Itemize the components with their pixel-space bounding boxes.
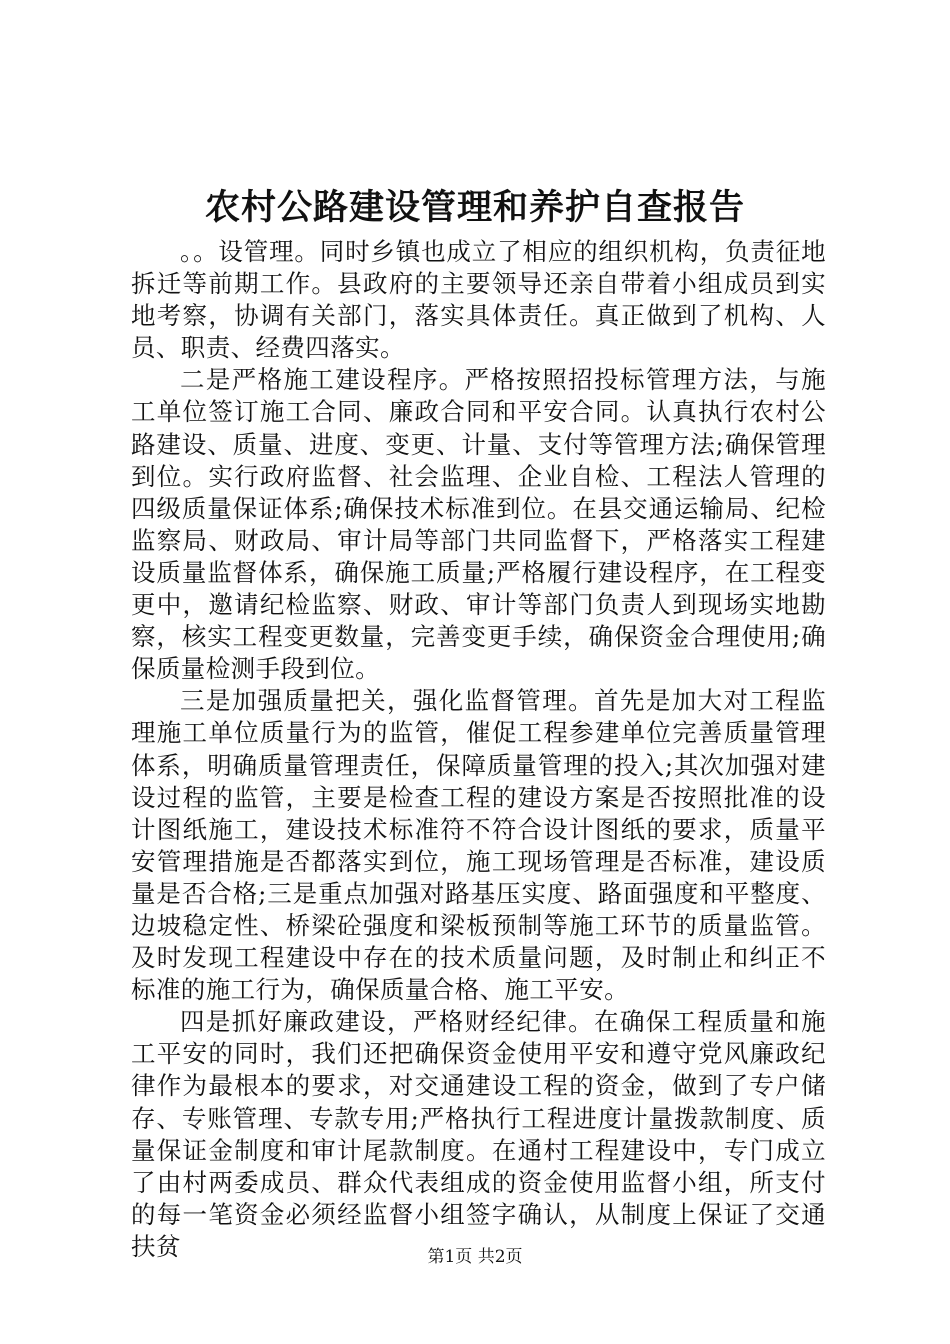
- page-footer: 第1页 共2页: [427, 1247, 523, 1267]
- paragraph-2: 二是严格施工建设程序。严格按照招投标管理方法，与施工单位签订施工合同、廉政合同和平安合同。认真执行农村公路建设、质量、进度、变更、计量、支付等管理方法;确保管理到位。实行政府监督、社会监理、企业自检、工程法人管理的四级质量保证体系;确保技术标准到位。在县交通运输局、纪检监察局、财政局、审计局等部门共同监督下，严格落实工程建设质量监督体系，确保施工质量;严格履行建设程序，在工程变更中，邀请纪检监察、财政、审计等部门负责人到现场实地勘察，核实工程变更数量，完善变更手续，确保资金合理使用;确保质量检测手段到位。: [131, 365, 826, 684]
- page-title: 农村公路建设管理和养护自查报告: [204, 187, 745, 228]
- paragraph-3: 三是加强质量把关，强化监督管理。首先是加大对工程监理施工单位质量行为的监管，催促工程参建单位完善质量管理体系，明确质量管理责任，保障质量管理的投入;其次加强对建设过程的监管，主要是检查工程的建设方案是否按照批准的设计图纸施工，建设技术标准符不符合设计图纸的要求，质量平安管理措施是否都落实到位，施工现场管理是否标准，建设质量是否合格;三是重点加强对路基压实度、路面强度和平整度、边坡稳定性、桥梁砼强度和梁板预制等施工环节的质量监管。及时发现工程建设中存在的技术质量问题，及时制止和纠正不标准的施工行为，确保质量合格、施工平安。: [131, 686, 826, 1005]
- paragraph-4: 四是抓好廉政建设，严格财经纪律。在确保工程质量和施工平安的同时，我们还把确保资金使用平安和遵守党风廉政纪律作为最根本的要求，对交通建设工程的资金，做到了专户储存、专账管理、专款专用;严格执行工程进度计量拨款制度、质量保证金制度和审计尾款制度。在通村工程建设中，专门成立了由村两委成员、群众代表组成的资金使用监督小组，所支付的每一笔资金必须经监督小组签字确认，从制度上保证了交通扶贫: [131, 1007, 826, 1261]
- document-body: [131, 236, 826, 1263]
- paragraph-1: 。。设管理。同时乡镇也成立了相应的组织机构，负责征地拆迁等前期工作。县政府的主要领导还亲自带着小组成员到实地考察，协调有关部门，落实具体责任。真正做到了机构、人员、职责、经费四落实。: [131, 237, 826, 363]
